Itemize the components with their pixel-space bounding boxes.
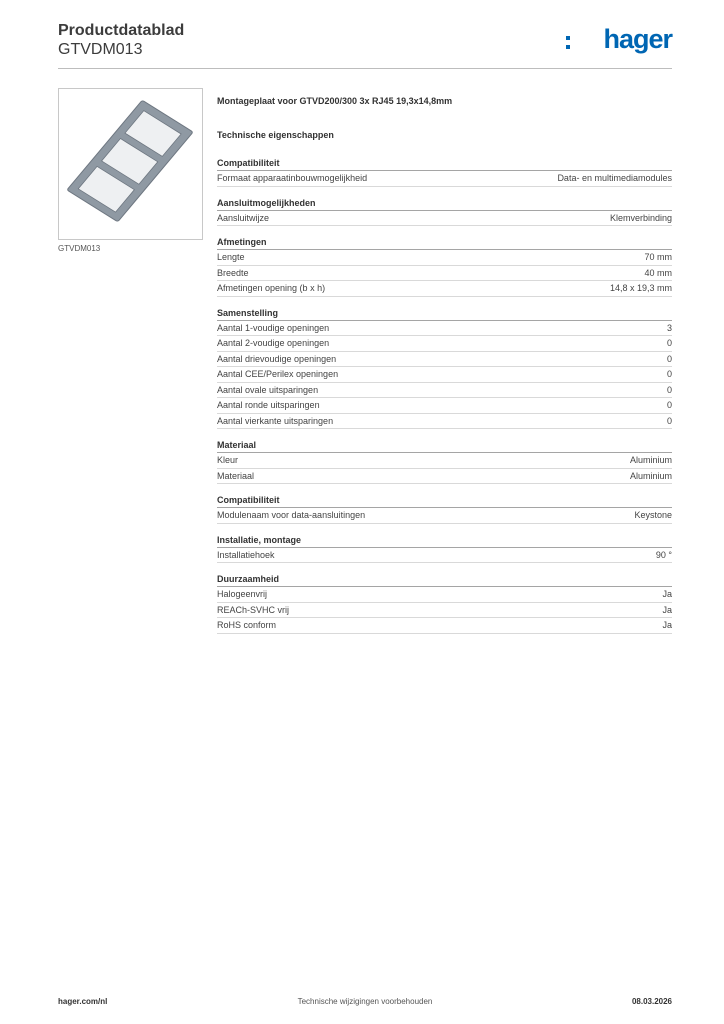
- product-photo-icon: [59, 89, 202, 239]
- section-title: Duurzaamheid: [217, 574, 672, 587]
- header-divider: [58, 68, 672, 69]
- property-row: [217, 398, 672, 414]
- property-row: [217, 603, 672, 619]
- section-title: Afmetingen: [217, 237, 672, 250]
- property-label: Aantal 2-voudige openingen: [217, 338, 330, 348]
- property-section: [217, 440, 672, 484]
- footer-notice: Technische wijzigingen voorbehouden: [297, 997, 433, 1006]
- section-title: Installatie, montage: [217, 535, 672, 548]
- tech-properties-heading: Technische eigenschappen: [217, 130, 334, 140]
- property-row: [217, 453, 672, 469]
- property-value: Aluminium: [629, 455, 672, 465]
- property-label: Lengte: [217, 252, 245, 262]
- property-value: 70 mm: [644, 252, 672, 262]
- property-label: Aantal 1-voudige openingen: [217, 322, 330, 333]
- property-section: [217, 198, 672, 227]
- property-label: Aantal ronde uitsparingen: [217, 400, 320, 410]
- property-value: 90 °: [655, 549, 672, 560]
- logo-dots-icon: [566, 36, 570, 52]
- property-label: Kleur: [217, 455, 239, 465]
- property-value: 0: [666, 415, 672, 426]
- property-label: Modulenaam voor data-aansluitingen: [217, 510, 366, 520]
- product-image: [58, 88, 203, 240]
- property-label: Aansluitwijze: [217, 212, 270, 223]
- property-label: Aantal ovale uitsparingen: [217, 384, 319, 395]
- logo-wordmark: hager: [603, 24, 672, 54]
- footer-date: 08.03.2026: [631, 997, 672, 1006]
- section-title: Samenstelling: [217, 308, 672, 321]
- property-row: [217, 171, 672, 187]
- property-value: 0: [666, 384, 672, 395]
- page-footer: [58, 997, 672, 1011]
- property-value: 14,8 x 19,3 mm: [609, 283, 672, 293]
- property-label: Aantal drievoudige openingen: [217, 353, 337, 364]
- property-label: Installatiehoek: [217, 549, 275, 560]
- image-caption: GTVDM013: [58, 244, 101, 253]
- property-value: Ja: [662, 589, 672, 599]
- product-code: GTVDM013: [58, 41, 143, 58]
- property-row: [217, 352, 672, 368]
- property-value: 0: [666, 338, 672, 348]
- property-value: 3: [666, 322, 672, 333]
- property-row: [217, 414, 672, 430]
- page-header: [58, 20, 672, 70]
- property-label: Aantal CEE/Perilex openingen: [217, 369, 339, 379]
- product-name: Montageplaat voor GTVD200/300 3x RJ45 19,3x14,8mm: [217, 96, 453, 106]
- property-row: [217, 321, 672, 337]
- property-value: Data- en multimediamodules: [557, 173, 672, 183]
- datasheet-content: [217, 96, 672, 645]
- hager-logo: [562, 24, 672, 58]
- property-row: [217, 587, 672, 603]
- property-row: [217, 211, 672, 227]
- property-row: [217, 250, 672, 266]
- property-row: [217, 336, 672, 352]
- property-value: 40 mm: [644, 267, 672, 278]
- property-label: Aantal vierkante uitsparingen: [217, 415, 334, 426]
- property-value: 0: [666, 369, 672, 379]
- property-value: Ja: [662, 604, 672, 615]
- property-row: [217, 469, 672, 485]
- property-value: 0: [666, 353, 672, 364]
- property-row: [217, 508, 672, 524]
- property-row: [217, 548, 672, 564]
- property-label: Afmetingen opening (b x h): [217, 283, 326, 293]
- footer-website: hager.com/nl: [58, 997, 108, 1006]
- property-value: 0: [666, 400, 672, 410]
- property-value: Aluminium: [629, 470, 672, 481]
- section-title: Compatibiliteit: [217, 495, 672, 508]
- property-label: Halogeenvrij: [217, 589, 268, 599]
- property-value: Keystone: [634, 510, 672, 520]
- property-row: [217, 383, 672, 399]
- section-title: Aansluitmogelijkheden: [217, 198, 672, 211]
- section-title: Materiaal: [217, 440, 672, 453]
- property-row: [217, 367, 672, 383]
- property-row: [217, 618, 672, 634]
- property-section: [217, 308, 672, 430]
- property-section: [217, 495, 672, 524]
- document-title: Productdatablad: [58, 22, 185, 39]
- property-value: Ja: [662, 620, 672, 630]
- property-label: Formaat apparaatinbouwmogelijkheid: [217, 173, 368, 183]
- property-value: Klemverbinding: [609, 212, 672, 223]
- property-section: [217, 158, 672, 187]
- property-row: [217, 281, 672, 297]
- property-section: [217, 535, 672, 564]
- property-row: [217, 266, 672, 282]
- property-label: RoHS conform: [217, 620, 277, 630]
- section-title: Compatibiliteit: [217, 158, 672, 171]
- property-label: Materiaal: [217, 470, 255, 481]
- property-sections: [217, 158, 672, 634]
- property-section: [217, 574, 672, 634]
- property-label: Breedte: [217, 267, 249, 278]
- property-section: [217, 237, 672, 297]
- property-label: REACh-SVHC vrij: [217, 604, 290, 615]
